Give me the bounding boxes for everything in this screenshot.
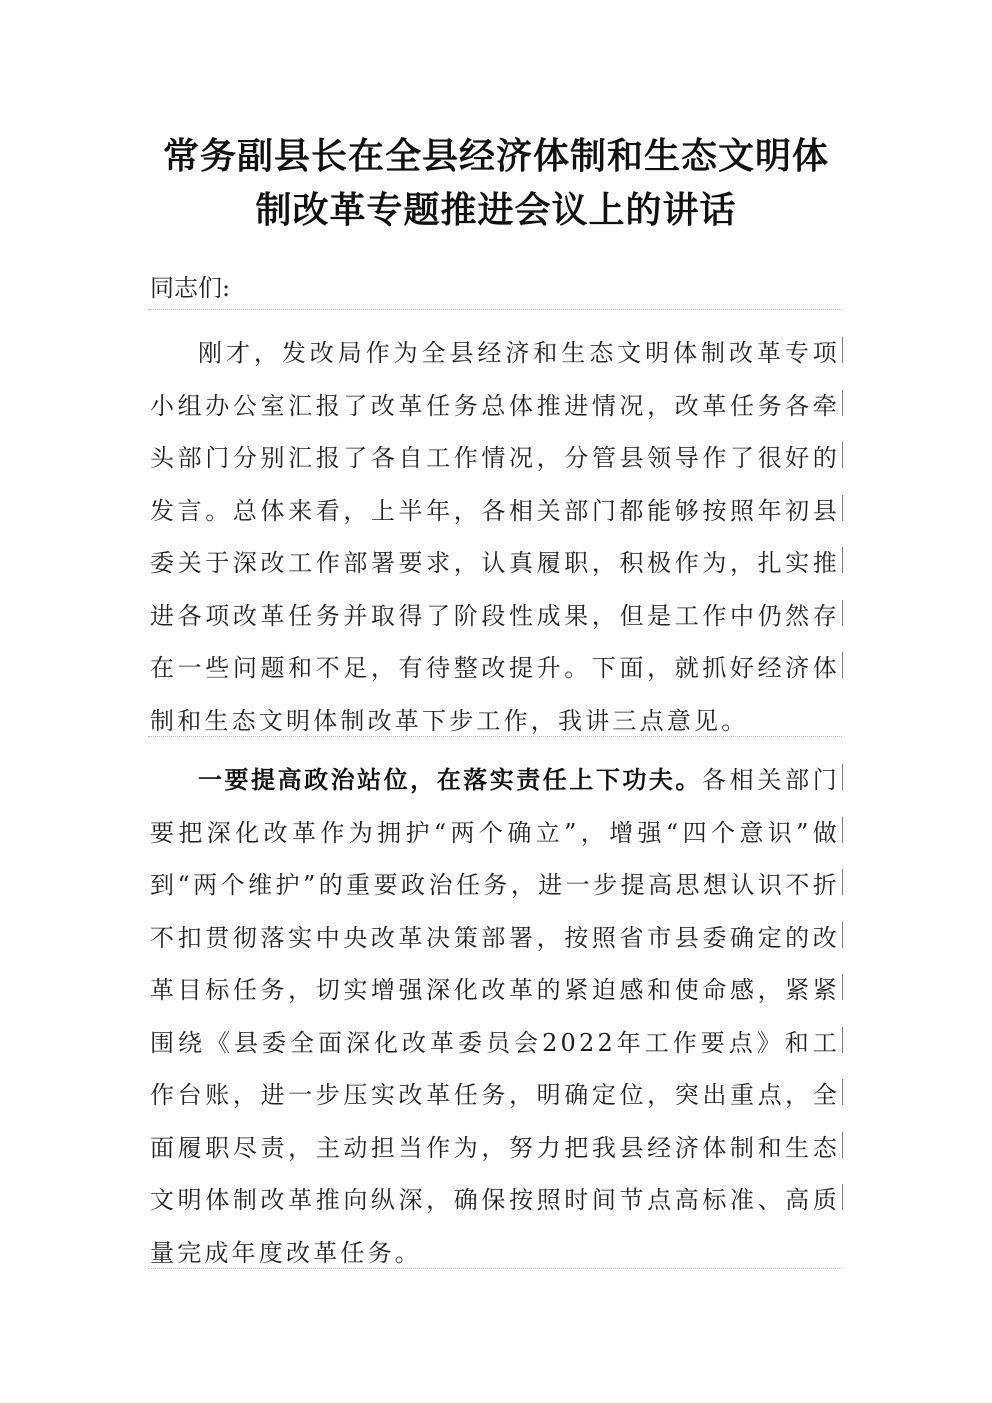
salutation: 同志们: — [150, 274, 231, 302]
paragraph-divider — [148, 1268, 842, 1269]
margin-line-marker — [842, 1027, 843, 1053]
margin-line-marker — [842, 869, 843, 895]
paragraph-2 — [150, 754, 840, 1279]
margin-line-marker — [842, 974, 843, 1000]
paragraph-2-body: 各相关部门要把深化改革作为拥护“两个确立”，增强“四个意识”做到“两个维护”的重要政治任务，进一步提高思想认识不折不扣贯彻落实中央改革决策部署，按照省市县委确定的改革目标任务，切实增强深化改革的紧迫感和使命感，紧紧围绕《县委全面深化改革委员会2022年工作要点》和工作台账，进一步压实改革任务，明确定位，突出重点，全面履职尽责，主动担当作为，努力把我县经济体制和生态文明体制改革推向纵深，确保按照时间节点高标准、高质量完成年度改革任务。 — [150, 766, 841, 1267]
margin-line-marker — [842, 442, 843, 468]
margin-line-marker — [842, 922, 843, 948]
margin-line-marker — [842, 652, 843, 678]
paragraph-2-lead: 一要提高政治站位，在落实责任上下功夫。 — [198, 765, 702, 794]
margin-line-marker — [842, 337, 843, 363]
margin-line-marker — [842, 817, 843, 843]
paragraph-1: 刚才，发改局作为全县经济和生态文明体制改革专项小组办公室汇报了改革任务总体推进情况，改革任务各牵头部门分别汇报了各自工作情况，分管县领导作了很好的发言。总体来看，上半年，各相关部门都能够按照年初县委关于深改工作部署要求，认真履职，积极作为，扎实推进各项改革任务并取得了阶段性成果，但是工作中仍然存在一些问题和不足，有待整改提升。下面，就抓好经济体制和生态文明体制改革下步工作，我讲三点意见。 — [150, 339, 840, 735]
margin-line-marker — [842, 1079, 843, 1105]
document-title-line-2: 制改革专题推进会议上的讲话 — [255, 189, 737, 231]
margin-line-marker — [842, 547, 843, 573]
margin-line-marker — [842, 495, 843, 521]
margin-line-marker — [842, 764, 843, 790]
document-title-line-1: 常务副县长在全县经济体制和生态文明体 — [162, 135, 829, 177]
margin-line-marker — [842, 600, 843, 626]
margin-line-marker — [842, 1132, 843, 1158]
margin-line-marker — [842, 390, 843, 416]
paragraph-divider — [148, 309, 842, 310]
margin-line-marker — [842, 1184, 843, 1210]
paragraph-divider — [148, 736, 842, 737]
